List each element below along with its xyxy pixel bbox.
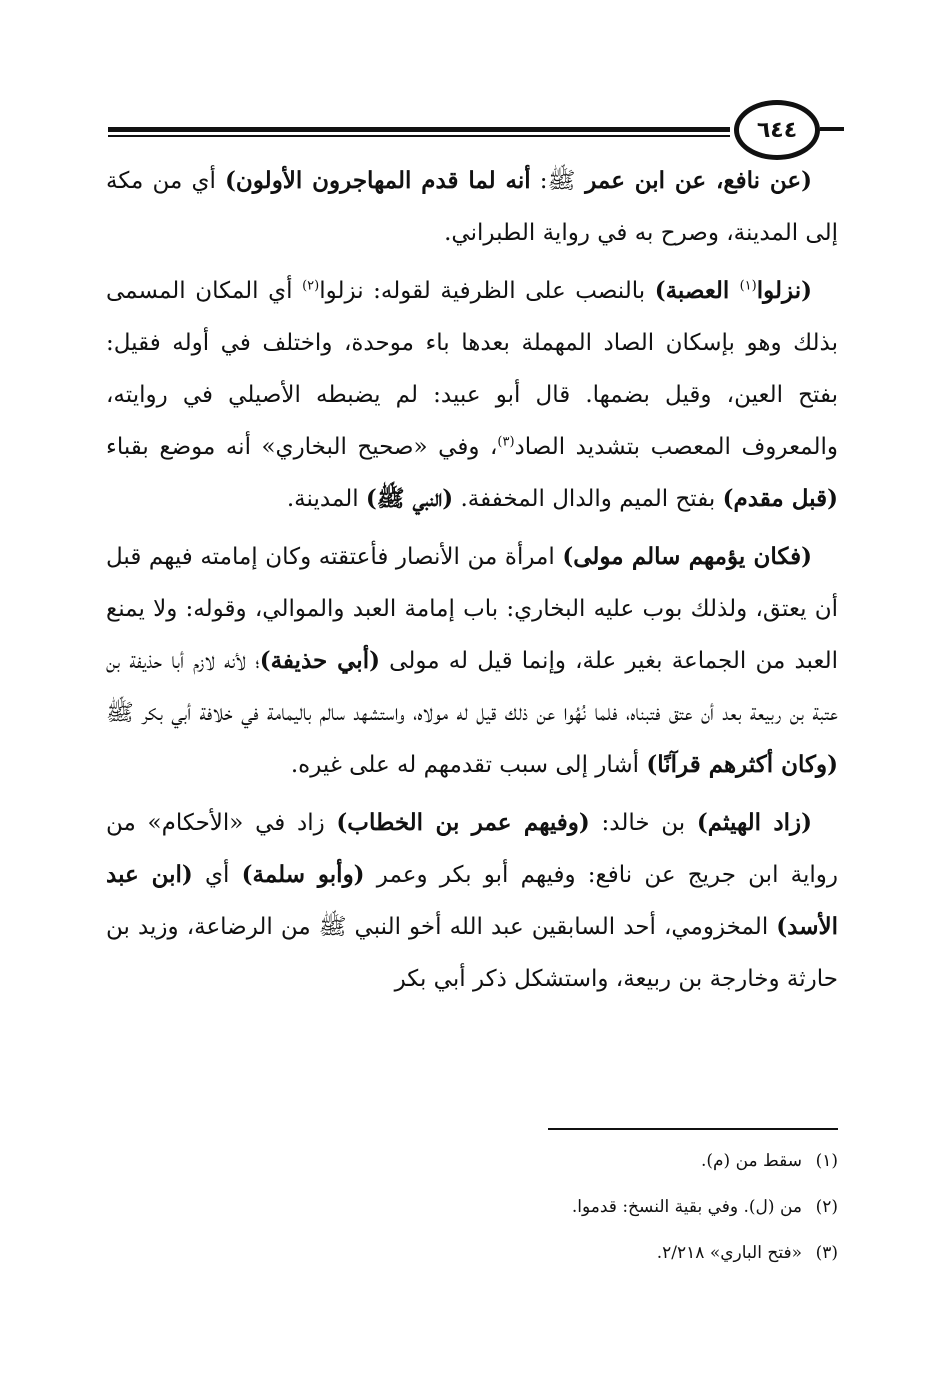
footnote-text: سقط من (م). (700, 1151, 802, 1171)
quoted-text: (عن نافع، عن ابن عمر (575, 167, 813, 194)
footnote (300, 1138, 838, 1184)
paragraph (106, 155, 838, 259)
quoted-text: (نزلوا (756, 277, 812, 304)
commentary-text: المدينة. (286, 486, 366, 512)
quoted-text: أنه لما قدم المهاجرون الأولون) (225, 167, 531, 194)
footnote (300, 1184, 838, 1230)
commentary-text: المخزومي، أحد السابقين عبد الله أخو النبي ﷺ من الرضاعة، وزيد بن حارثة وخارجة بن ربيعة، واستشكل ذكر أبي بكر (106, 914, 838, 992)
commentary-text: بالنصب على الظرفية لقوله: نزلوا (319, 278, 655, 304)
commentary-text: ﷺ (547, 168, 576, 194)
footnotes (300, 1138, 838, 1276)
footnote-text: من (ل). وفي بقية النسخ: قدموا. (571, 1197, 802, 1217)
quoted-text: (النبي ﷺ) (365, 485, 454, 512)
commentary-text: امرأة من الأنصار فأعتقته وكان إمامته فيهم قبل أن يعتق، ولذلك بوب عليه البخاري: باب إمامة العبد والموالي، وقوله: ولا يمنع العبد من الجماعة بغير علة، وإنما قيل له مولى (106, 544, 838, 674)
footnote-number: (٢) (815, 1197, 838, 1217)
footnote-ref: (٢) (302, 278, 320, 294)
page-header (0, 0, 941, 160)
header-rule-thick (108, 127, 730, 132)
commentary-text: أي (192, 862, 242, 888)
footnote-separator (548, 1128, 838, 1130)
header-rule-tail (820, 127, 844, 131)
commentary-text: : (530, 168, 548, 194)
commentary-text: بفتح الميم والدال المخففة. (453, 486, 723, 512)
footnote-number: (٣) (815, 1243, 838, 1263)
quoted-text: (ابن عبد الأسد) (106, 861, 838, 940)
commentary-body (106, 155, 838, 1005)
paragraph (106, 265, 838, 525)
quoted-text: (وكان أكثرهم قرآنًا) (646, 751, 838, 778)
quoted-text: (أبي حذيفة) (259, 647, 380, 674)
quoted-text: (فكان يؤمهم سالم مولى) (562, 543, 812, 570)
quoted-text: (وفيهم عمر بن الخطاب) (336, 809, 590, 836)
commentary-text: بن خالد: (589, 810, 697, 836)
commentary-text: أي من مكة إلى المدينة، وصرح به في رواية الطبراني. (106, 168, 838, 246)
commentary-text: ؛ لأنه لازم أبا حذيفة بن عتبة بن ربيعة بعد أن عتق فتبناه، فلما نُهُوا عن ذلك قيل له مولاه، واستشهد سالم باليمامة في خلافة أبي بكر ﷺ (106, 648, 838, 726)
commentary-text: أشار إلى سبب تقدمهم له على غيره. (290, 752, 647, 778)
quoted-text: العصبة) (654, 277, 740, 304)
footnote (300, 1230, 838, 1276)
paragraph (106, 531, 838, 791)
footnote-ref: (١) (739, 278, 757, 294)
quoted-text: (زاد الهيثم) (696, 809, 813, 836)
quoted-text: (وأبو سلمة) (241, 861, 365, 888)
commentary-text: أي المكان المسمى بذلك وهو بإسكان الصاد المهملة بعدها باء موحدة، واختلف في أوله فقيل: بفتح العين، وقيل بضمها. قال أبو عبيد: لم يضبطه الأصيلي في روايته، والمعروف المعصب بتشديد الصاد (106, 278, 838, 460)
quoted-text: (قبل مقدم) (722, 485, 838, 512)
commentary-text: ، وفي «صحيح البخاري» أنه موضع بقباء (106, 434, 498, 460)
paragraph (106, 797, 838, 1005)
footnote-number: (١) (815, 1151, 838, 1171)
footnote-ref: (٣) (497, 434, 515, 450)
page-number: ٦٤٤ (734, 100, 820, 160)
header-rule-thin (108, 135, 730, 137)
footnote-text: «فتح الباري» ٢/٢١٨. (656, 1243, 802, 1263)
commentary-text: زاد في «الأحكام» من رواية ابن جريج عن نافع: وفيهم أبو بكر وعمر (106, 810, 838, 888)
